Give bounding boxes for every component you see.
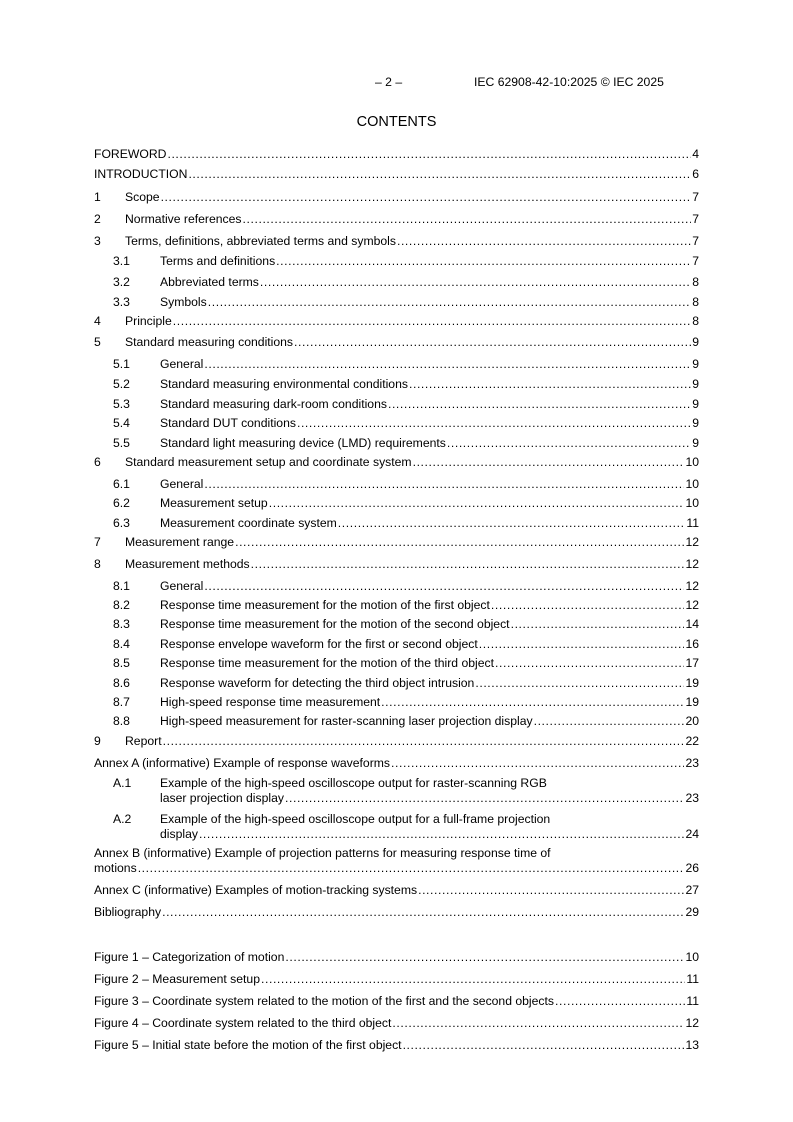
toc-title: General — [160, 477, 204, 491]
figure-title: Figure 2 – Measurement setup — [94, 972, 260, 986]
toc-page-number: 19 — [685, 676, 699, 690]
toc-number: 7 — [94, 535, 101, 549]
dot-leader — [276, 254, 691, 269]
toc-page-number: 19 — [685, 695, 699, 709]
toc-number: 5 — [94, 335, 101, 349]
toc-entry[interactable] — [94, 335, 699, 350]
page-number: – 2 – — [375, 75, 403, 89]
toc-entry[interactable] — [94, 756, 699, 771]
dot-leader — [447, 436, 691, 451]
toc-number: 5.4 — [113, 416, 130, 430]
toc-title: INTRODUCTION — [94, 167, 188, 181]
toc-title-line1: Example of the high-speed oscilloscope output for a full-frame projection — [160, 812, 551, 826]
toc-page-number: 9 — [692, 377, 699, 391]
toc-number: 8.6 — [113, 676, 130, 690]
toc-page-number: 20 — [685, 714, 699, 728]
toc-entry[interactable] — [94, 234, 699, 249]
dot-leader — [138, 861, 685, 876]
toc-entry[interactable] — [94, 496, 699, 511]
toc-entry[interactable] — [94, 167, 699, 182]
figure-entry[interactable] — [94, 950, 699, 965]
dot-leader — [167, 147, 691, 162]
toc-title: Response time measurement for the motion of the second object — [160, 617, 510, 631]
figure-page-number: 12 — [685, 1016, 699, 1030]
figure-title: Figure 5 – Initial state before the motion of the first object — [94, 1038, 402, 1052]
toc-title: Standard measuring environmental conditions — [160, 377, 408, 391]
dot-leader — [511, 617, 685, 632]
toc-title: Symbols — [160, 295, 207, 309]
figure-entry[interactable] — [94, 994, 699, 1009]
toc-title: Standard measuring dark-room conditions — [160, 397, 387, 411]
toc-title: laser projection display — [160, 791, 284, 805]
toc-title-line1: Example of the high-speed oscilloscope output for raster-scanning RGB — [160, 776, 547, 790]
figure-page-number: 11 — [686, 972, 699, 986]
toc-number: 8.1 — [113, 579, 130, 593]
dot-leader — [235, 535, 684, 550]
toc-number: 8.7 — [113, 695, 130, 709]
toc-entry[interactable] — [94, 637, 699, 652]
figure-entry[interactable] — [94, 1016, 699, 1031]
toc-page-number: 12 — [685, 598, 699, 612]
dot-leader — [208, 295, 691, 310]
contents-title: CONTENTS — [356, 114, 437, 130]
toc-page-number: 9 — [692, 357, 699, 371]
dot-leader — [199, 827, 685, 842]
dot-leader — [243, 212, 692, 227]
toc-number: 2 — [94, 212, 101, 226]
toc-title: High-speed response time measurement — [160, 695, 381, 709]
toc-page-number: 8 — [692, 295, 699, 309]
dot-leader — [162, 905, 684, 920]
toc-number: 6.1 — [113, 477, 130, 491]
dot-leader — [251, 557, 685, 572]
toc-entry[interactable] — [94, 776, 699, 806]
toc-title: Standard light measuring device (LMD) requirements — [160, 436, 446, 450]
toc-page-number: 12 — [685, 579, 699, 593]
figure-page-number: 11 — [686, 994, 699, 1008]
toc-page-number: 10 — [685, 477, 699, 491]
toc-entry[interactable] — [94, 883, 699, 898]
toc-number: 8.8 — [113, 714, 130, 728]
dot-leader — [479, 637, 685, 652]
toc-page-number: 11 — [686, 516, 699, 530]
toc-page-number: 26 — [685, 861, 699, 875]
toc-number: 3.1 — [113, 254, 130, 268]
toc-title: Abbreviated terms — [160, 275, 259, 289]
toc-page-number: 10 — [685, 496, 699, 510]
toc-entry[interactable] — [94, 676, 699, 691]
toc-page-number: 17 — [685, 656, 699, 670]
toc-entry[interactable] — [94, 147, 699, 162]
toc-entry[interactable] — [94, 477, 699, 492]
figure-entry[interactable] — [94, 972, 699, 987]
toc-entry[interactable] — [94, 557, 699, 572]
toc-entry[interactable] — [94, 397, 699, 412]
toc-title: Response waveform for detecting the third object intrusion — [160, 676, 475, 690]
dot-leader — [204, 579, 684, 594]
toc-page-number: 14 — [685, 617, 699, 631]
toc-number: 3.3 — [113, 295, 130, 309]
dot-leader — [413, 455, 685, 470]
toc-entry[interactable] — [94, 656, 699, 671]
toc-page-number: 9 — [692, 436, 699, 450]
toc-page-number: 29 — [685, 905, 699, 919]
toc-number: 4 — [94, 314, 101, 328]
toc-title-line1: Annex B (informative) Example of projection patterns for measuring response time of — [94, 846, 551, 860]
dot-leader — [397, 234, 691, 249]
toc-entry[interactable] — [94, 357, 699, 372]
dot-leader — [188, 167, 691, 182]
figure-title: Figure 1 – Categorization of motion — [94, 950, 285, 964]
toc-entry[interactable] — [94, 436, 699, 451]
toc-entry[interactable] — [94, 190, 699, 205]
toc-number: 1 — [94, 190, 101, 204]
toc-entry[interactable] — [94, 598, 699, 613]
toc-page-number: 16 — [685, 637, 699, 651]
toc-page-number: 9 — [692, 335, 699, 349]
toc-title: General — [160, 579, 204, 593]
toc-page-number: 27 — [685, 883, 699, 897]
dot-leader — [161, 190, 692, 205]
toc-title: Measurement range — [125, 535, 235, 549]
dot-leader — [269, 496, 685, 511]
toc-title: Response time measurement for the motion of the first object — [160, 598, 490, 612]
toc-title: Response time measurement for the motion of the third object — [160, 656, 494, 670]
dot-leader — [260, 275, 691, 290]
toc-entry[interactable] — [94, 714, 699, 729]
toc-entry[interactable] — [94, 734, 699, 749]
toc-number: 6.2 — [113, 496, 130, 510]
toc-title: display — [160, 827, 198, 841]
toc-number: 8.5 — [113, 656, 130, 670]
dot-leader — [555, 994, 685, 1009]
dot-leader — [491, 598, 685, 613]
toc-title: Report — [125, 734, 162, 748]
figure-title: Figure 4 – Coordinate system related to the third object — [94, 1016, 392, 1030]
toc-entry[interactable] — [94, 695, 699, 710]
toc-title: Annex A (informative) Example of response waveforms — [94, 756, 391, 770]
toc-entry[interactable] — [94, 275, 699, 290]
toc-title: Normative references — [125, 212, 242, 226]
toc-number: 6.3 — [113, 516, 130, 530]
page-header — [0, 75, 793, 91]
toc-title: Standard measurement setup and coordinate system — [125, 455, 412, 469]
toc-title: Response envelope waveform for the first or second object — [160, 637, 478, 651]
toc-page-number: 12 — [685, 535, 699, 549]
dot-leader — [495, 656, 684, 671]
toc-entry[interactable] — [94, 212, 699, 227]
dot-leader — [338, 516, 686, 531]
toc-number: 8.3 — [113, 617, 130, 631]
toc-number: 8.2 — [113, 598, 130, 612]
toc-title: Terms, definitions, abbreviated terms and symbols — [125, 234, 396, 248]
toc-entry[interactable] — [94, 812, 699, 842]
dot-leader — [204, 477, 684, 492]
dot-leader — [173, 314, 691, 329]
toc-page-number: 24 — [685, 827, 699, 841]
dot-leader — [392, 1016, 684, 1031]
toc-page-number: 9 — [692, 397, 699, 411]
document-id: IEC 62908-42-10:2025 © IEC 2025 — [474, 75, 664, 89]
toc-page-number: 8 — [692, 275, 699, 289]
figure-title: Figure 3 – Coordinate system related to the motion of the first and the second objects — [94, 994, 554, 1008]
toc-number: 8.4 — [113, 637, 130, 651]
toc-title: Measurement methods — [125, 557, 250, 571]
toc-entry[interactable] — [94, 535, 699, 550]
dot-leader — [388, 397, 691, 412]
toc-title: Principle — [125, 314, 172, 328]
toc-entry[interactable] — [94, 314, 699, 329]
toc-title: Bibliography — [94, 905, 162, 919]
dot-leader — [403, 1038, 685, 1053]
figure-page-number: 10 — [685, 950, 699, 964]
dot-leader — [163, 734, 685, 749]
toc-title: Standard DUT conditions — [160, 416, 296, 430]
dot-leader — [409, 377, 691, 392]
toc-page-number: 7 — [692, 212, 699, 226]
toc-entry[interactable] — [94, 455, 699, 470]
toc-page-number: 8 — [692, 314, 699, 328]
toc-page-number: 6 — [692, 167, 699, 181]
toc-title: motions — [94, 861, 137, 875]
toc-title: High-speed measurement for raster-scanning laser projection display — [160, 714, 533, 728]
dot-leader — [475, 676, 684, 691]
toc-title: Measurement coordinate system — [160, 516, 337, 530]
toc-number: 3.2 — [113, 275, 130, 289]
dot-leader — [285, 950, 684, 965]
toc-page-number: 7 — [692, 190, 699, 204]
dot-leader — [418, 883, 684, 898]
toc-entry[interactable] — [94, 295, 699, 310]
toc-page-number: 7 — [692, 234, 699, 248]
dot-leader — [391, 756, 684, 771]
toc-entry[interactable] — [94, 905, 699, 920]
toc-page-number: 23 — [685, 756, 699, 770]
toc-page-number: 10 — [685, 455, 699, 469]
toc-entry[interactable] — [94, 516, 699, 531]
dot-leader — [261, 972, 685, 987]
toc-number: 8 — [94, 557, 101, 571]
toc-title: Measurement setup — [160, 496, 268, 510]
toc-number: 5.1 — [113, 357, 130, 371]
toc-entry[interactable] — [94, 617, 699, 632]
toc-number: 5.2 — [113, 377, 130, 391]
toc-title: Scope — [125, 190, 160, 204]
dot-leader — [534, 714, 685, 729]
dot-leader — [285, 791, 684, 806]
toc-page-number: 12 — [685, 557, 699, 571]
toc-title: General — [160, 357, 204, 371]
toc-entry[interactable] — [94, 846, 699, 876]
toc-page-number: 7 — [692, 254, 699, 268]
toc-title: Terms and definitions — [160, 254, 276, 268]
toc-number: A.1 — [113, 776, 132, 790]
toc-title: FOREWORD — [94, 147, 167, 161]
toc-number: 9 — [94, 734, 101, 748]
toc-number: 5.5 — [113, 436, 130, 450]
dot-leader — [294, 335, 691, 350]
toc-number: 3 — [94, 234, 101, 248]
dot-leader — [204, 357, 691, 372]
toc-entry[interactable] — [94, 416, 699, 431]
figure-entry[interactable] — [94, 1038, 699, 1053]
toc-title: Annex C (informative) Examples of motion-tracking systems — [94, 883, 418, 897]
toc-page-number: 4 — [692, 147, 699, 161]
toc-number: A.2 — [113, 812, 132, 826]
toc-entry[interactable] — [94, 254, 699, 269]
dot-leader — [297, 416, 691, 431]
dot-leader — [381, 695, 684, 710]
toc-entry[interactable] — [94, 579, 699, 594]
figure-page-number: 13 — [685, 1038, 699, 1052]
toc-page-number: 9 — [692, 416, 699, 430]
toc-page-number: 22 — [685, 734, 699, 748]
toc-number: 5.3 — [113, 397, 130, 411]
toc-page-number: 23 — [685, 791, 699, 805]
toc-number: 6 — [94, 455, 101, 469]
toc-entry[interactable] — [94, 377, 699, 392]
toc-title: Standard measuring conditions — [125, 335, 294, 349]
